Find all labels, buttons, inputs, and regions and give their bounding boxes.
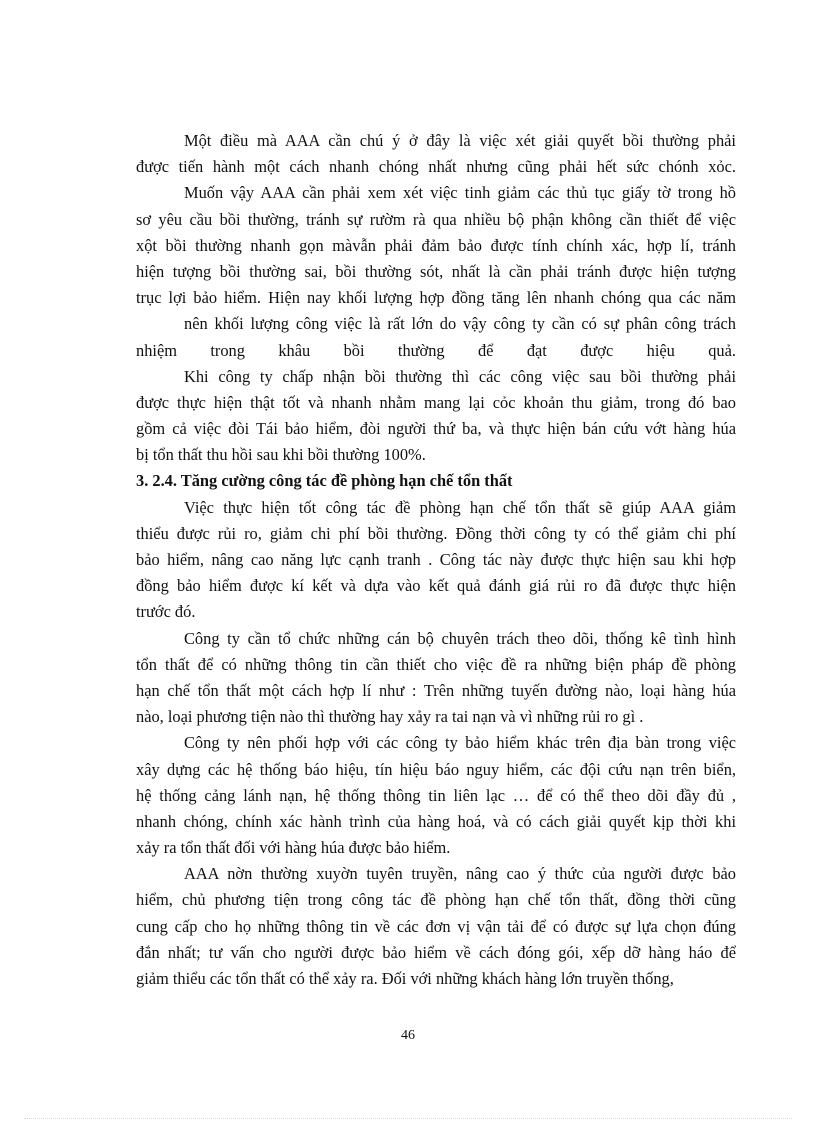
text-line: hiện tượng bồi thường sai, bồi thường sót, nhất là cần phải tránh được hiện tượng	[136, 261, 736, 281]
text-line: giảm thiểu các tổn thất có thể xảy ra. Đối với những khách hàng lớn truyền thống,	[136, 969, 674, 988]
text-line: AAA nờn thường xuyờn tuyên truyền, nâng cao ý thức của người được bảo	[184, 864, 736, 884]
section-heading: 3. 2.4. Tăng cường công tác đề phòng hạn chế tổn thất	[136, 471, 513, 491]
page-bottom-divider	[24, 1118, 792, 1119]
text-line: gồm cả việc đòi Tái bảo hiểm, đòi người thứ ba, và thực hiện bán cứu vớt hàng húa	[136, 419, 736, 439]
text-line: nào, loại phương tiện nào thì thường hay xảy ra tai nạn và vì những rủi ro gì .	[136, 707, 644, 727]
text-line: hạn chế tổn thất một cách hợp lí như : Trên những tuyến đường nào, loại hàng húa	[136, 680, 736, 700]
text-line: Việc thực hiện tốt công tác đề phòng hạn chế tổn thất sẽ giúp AAA giảm	[184, 497, 736, 517]
text-line: Một điều mà AAA cần chú ý ở đây là việc xét giải quyết bồi thường phải	[184, 131, 736, 150]
text-line: nên khối lượng công việc là rất lớn do vậy công ty cần có sự phân công trách	[184, 314, 736, 334]
text-line: trục lợi bảo hiểm. Hiện nay khối lượng hợp đồng tăng lên nhanh chóng qua các năm	[136, 288, 736, 308]
text-line: đắn nhất; tư vấn cho người được bảo hiểm về cách đóng gói, xếp dỡ hàng háo để	[136, 942, 736, 962]
text-line: Muốn vậy AAA cần phải xem xét việc tinh giảm các thủ tục giấy tờ trong hồ	[184, 183, 736, 203]
text-line: cung cấp cho họ những thông tin về các đơn vị vận tải để có được sự lựa chọn đúng	[136, 916, 736, 936]
text-line: tổn thất để có những thông tin cần thiết cho việc đề ra những biện pháp đề phòng	[136, 654, 736, 674]
text-line: xây dựng các hệ thống báo hiệu, tín hiệu báo nguy hiểm, các đội cứu nạn trên biển,	[136, 759, 736, 779]
text-line: sơ yêu cầu bồi thường, tránh sự rườm rà qua nhiều bộ phận không cần thiết để việc	[136, 209, 736, 229]
page-number: 46	[401, 1028, 415, 1043]
text-line: bị tổn thất thu hồi sau khi bồi thường 100%.	[136, 445, 426, 465]
text-line: Công ty nên phối hợp với các công ty bảo hiểm khác trên địa bàn trong việc	[184, 733, 736, 753]
text-line: hiểm, chủ phương tiện trong công tác đề phòng hạn chế tổn thất, đồng thời cũng	[136, 890, 736, 910]
text-line: thiểu được rủi ro, giảm chi phí bồi thường. Đồng thời công ty có thể giảm chi phí	[136, 523, 736, 543]
text-line: xảy ra tổn thất đối với hàng húa được bảo hiểm.	[136, 838, 451, 858]
text-line: xột bồi thường nhanh gọn màvẫn phải đảm bảo được tính chính xác, hợp lí, tránh	[136, 235, 736, 255]
text-line: nhiệm trong khâu bồi thường để đạt được hiệu quả.	[136, 340, 736, 360]
text-line: hệ thống cảng lánh nạn, hệ thống thông tin liên lạc … để có thể theo dõi đầy đủ ,	[136, 785, 736, 805]
text-line: được thực hiện thật tốt và nhanh nhằm mang lại cỏc khoản thu giảm, trong đó bao	[136, 392, 736, 412]
text-line: đồng bảo hiểm được kí kết và dựa vào kết quả đánh giá rủi ro đã được thực hiện	[136, 576, 736, 596]
text-line: nhanh chóng, chính xác hành trình của hàng hoá, và có cách giải quyết kịp thời khi	[136, 811, 736, 831]
text-line: Công ty cần tổ chức những cán bộ chuyên trách theo dõi, thống kê tình hình	[184, 628, 736, 648]
text-line: Khi công ty chấp nhận bồi thường thì các công việc sau bồi thường phải	[184, 366, 736, 386]
text-line: được tiến hành một cách nhanh chóng nhất nhưng cũng phải hết sức chónh xỏc.	[136, 157, 736, 177]
document-body	[136, 128, 736, 992]
text-line: trước đó.	[136, 602, 196, 622]
text-line: bảo hiểm, nâng cao năng lực cạnh tranh . Công tác này được thực hiện sau khi hợp	[136, 550, 736, 569]
